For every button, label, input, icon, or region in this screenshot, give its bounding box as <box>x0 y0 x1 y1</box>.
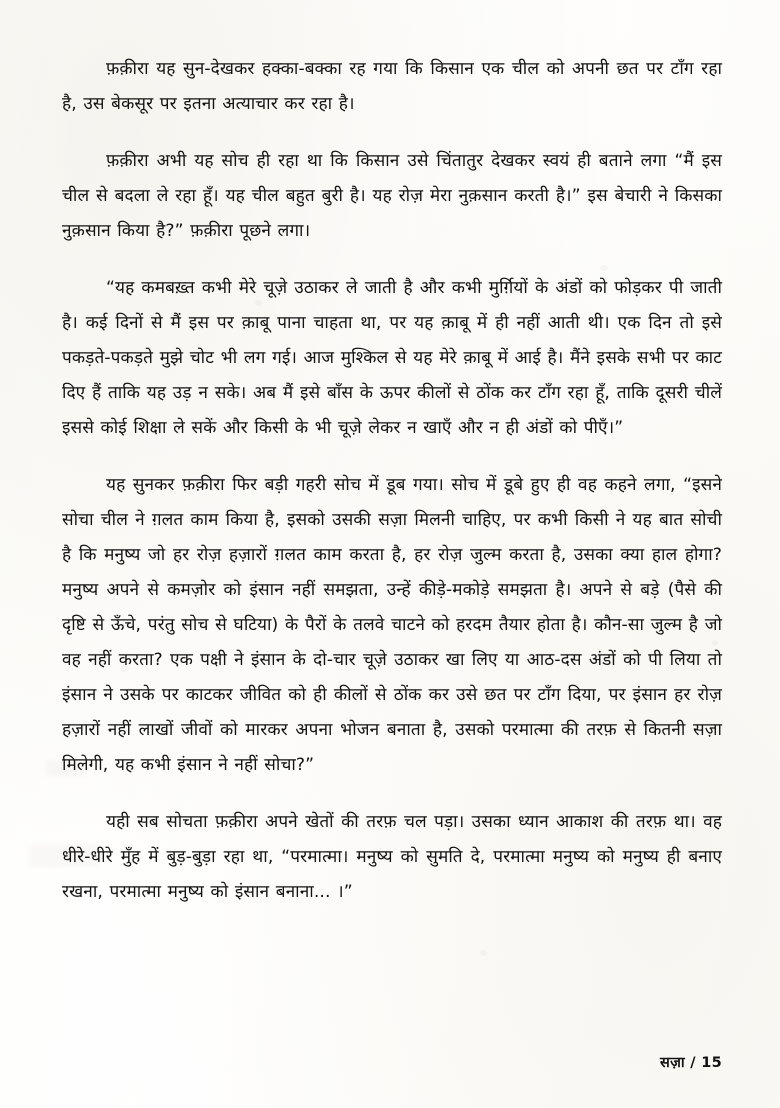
page-footer: सज़ा / 15 <box>660 1055 722 1071</box>
paragraph-5: यही सब सोचता फ़क़ीरा अपने खेतों की तरफ़ चल पड़ा। उसका ध्यान आकाश की तरफ़ था। वह धीरे-धीरे मुँह में बुड़-बुड़ा रहा था, “परमात्मा। मनुष्य को सुमति दे, परमात्मा मनुष्य को मनुष्य ही बनाए रखना, परमात्मा मनुष्य को इंसान बनाना... ।” <box>62 812 722 902</box>
paragraph-1: फ़क़ीरा यह सुन-देखकर हक्का-बक्का रह गया कि किसान एक चील को अपनी छत पर टाँग रहा है, उस बेकसूर पर इतना अत्याचार कर रहा है। <box>62 59 722 114</box>
paragraph-3: “यह कमबख़्त कभी मेरे चूज़े उठाकर ले जाती है और कभी मुर्ग़ियों के अंडों को फोड़कर पी जाती है। कई दिनों से मैं इस पर क़ाबू पाना चाहता था, पर यह क़ाबू में ही नहीं आती थी। एक दिन तो इसे पकड़ते-पकड़ते मुझे चोट भी लग गई। आज मुश्किल से यह मेरे क़ाबू में आई है। मैंने इसके सभी पर काट दिए हैं ताकि यह उड़ न सके। अब मैं इसे बाँस के ऊपर कीलों से ठोंक कर टाँग रहा हूँ, ताकि दूसरी चीलें इससे कोई शिक्षा ले सकें और किसी के भी चूज़े लेकर न खाएँ और न ही अंडों को पीएँ।” <box>62 278 722 438</box>
paper-speckle <box>480 950 487 956</box>
paragraph-4: यह सुनकर फ़क़ीरा फिर बड़ी गहरी सोच में डूब गया। सोच में डूबे हुए ही वह कहने लगा, “इसने सोचा चील ने ग़लत काम किया है, इसको उसकी सज़ा मिलनी चाहिए, पर कभी किसी ने यह बात सोची है कि मनुष्य जो हर रोज़ हज़ारों ग़लत काम करता है, हर रोज़ जुल्म करता है, उसका क्या हाल होगा? मनुष्य अपने से कमज़ोर को इंसान नहीं समझता, उन्हें कीड़े-मकोड़े समझता है। अपने से बड़े (पैसे की दृष्टि से ऊँचे, परंतु सोच से घटिया) के पैरों के तलवे चाटने को हरदम तैयार होता है। कौन-सा जुल्म है जो वह नहीं करता? एक पक्षी ने इंसान के दो-चार चूज़े उठाकर खा लिए या आठ-दस अंडों को पी लिया तो इंसान ने उसके पर काटकर जीवित को ही कीलों से ठोंक कर उसे छत पर टाँग दिया, पर इंसान हर रोज़ हज़ारों नहीं लाखों जीवों को मारकर अपना भोजन बनाता है, उसको परमात्मा की तरफ़ से कितनी सज़ा मिलेगी, यह कभी इंसान ने नहीं सोचा?” <box>62 475 722 775</box>
paragraph-2: फ़क़ीरा अभी यह सोच ही रहा था कि किसान उसे चिंतातुर देखकर स्वयं ही बताने लगा “मैं इस चील से बदला ले रहा हूँ। यह चील बहुत बुरी है। यह रोज़ मेरा नुक़सान करती है।” इस बेचारी ने किसका नुक़सान किया है?” फ़क़ीरा पूछने लगा। <box>62 151 722 241</box>
body-text-column <box>62 52 722 910</box>
